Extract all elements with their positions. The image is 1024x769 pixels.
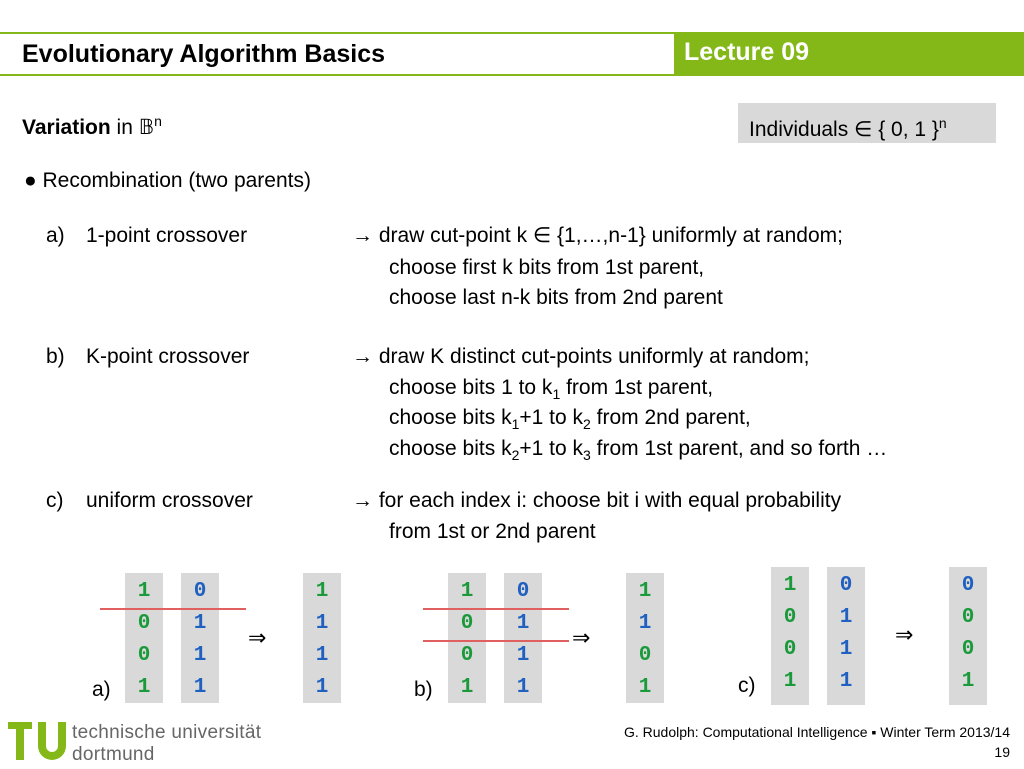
bit-parent2: 1 — [839, 606, 853, 629]
implies-arrow-icon: ⇒ — [895, 622, 914, 647]
bit-child: 1 — [315, 644, 329, 667]
bit-child: 1 — [315, 612, 329, 635]
text: from 1st parent, — [560, 376, 714, 399]
slide-header — [0, 0, 1024, 76]
bit-parent1: 1 — [137, 676, 151, 699]
lecture-badge: Lecture 09 — [674, 32, 1024, 76]
bit-parent2: 1 — [516, 612, 530, 635]
page-number: 19 — [994, 744, 1010, 760]
text: +1 to k — [519, 406, 584, 429]
bit-parent2: 0 — [193, 580, 207, 603]
bit-parent1: 1 — [137, 580, 151, 603]
university-line1: technische universität — [72, 722, 262, 743]
text: choose bits 1 to k — [389, 376, 553, 399]
bit-parent1: 0 — [460, 644, 474, 667]
bit-child: 1 — [638, 676, 652, 699]
cut-point-line — [100, 608, 246, 610]
bit-child: 0 — [961, 606, 975, 629]
sub: 3 — [583, 447, 591, 464]
cut-point-line — [423, 608, 569, 610]
bit-parent2: 1 — [193, 644, 207, 667]
item-c-line1: → for each index i: choose bit i with equal probability — [352, 489, 842, 512]
bullet-recombination: ● Recombination (two parents) — [24, 169, 311, 192]
diagram-label-b: b) — [414, 678, 433, 701]
cut-point-line — [423, 640, 569, 642]
bit-parent1: 0 — [137, 612, 151, 635]
item-c-name: uniform crossover — [86, 489, 253, 512]
item-b-name: K-point crossover — [86, 345, 250, 368]
tu-logo-icon — [8, 716, 70, 769]
item-a-line3: choose last n-k bits from 2nd parent — [389, 286, 723, 309]
sub: 1 — [552, 386, 561, 403]
bit-child: 1 — [638, 580, 652, 603]
item-c-marker: c) — [46, 489, 64, 512]
bit-parent2: 0 — [839, 574, 853, 597]
item-b-line2 — [389, 375, 713, 407]
bit-parent2: 0 — [516, 580, 530, 603]
item-b-line3 — [389, 405, 751, 437]
bit-child: 1 — [315, 676, 329, 699]
sub: 2 — [511, 447, 520, 464]
section-heading — [22, 108, 162, 141]
bit-child: 1 — [315, 580, 329, 603]
bit-parent2: 1 — [193, 676, 207, 699]
bit-parent1: 1 — [460, 580, 474, 603]
university-line2: dortmund — [72, 744, 155, 765]
bit-child: 0 — [638, 644, 652, 667]
heading-bold: Variation — [22, 116, 111, 139]
diagram-label-c: c) — [738, 674, 756, 697]
bit-parent2: 1 — [516, 644, 530, 667]
university-name — [72, 722, 261, 766]
item-a-line1: → draw cut-point k ∈ {1,…,n-1} uniformly at random; — [352, 224, 843, 247]
slide-footer — [624, 722, 1010, 762]
bit-parent1: 1 — [783, 670, 797, 693]
header-bottom-rule — [0, 74, 1024, 76]
bit-parent1: 1 — [460, 676, 474, 699]
item-b-marker: b) — [46, 345, 65, 368]
individuals-text: Individuals ∈ { 0, 1 } — [749, 118, 939, 141]
text: from 2nd parent, — [590, 406, 751, 429]
bit-parent2: 1 — [193, 612, 207, 635]
item-a-name: 1-point crossover — [86, 224, 248, 247]
bit-parent1: 1 — [783, 574, 797, 597]
slide-title: Evolutionary Algorithm Basics — [22, 40, 386, 68]
diagram-label-a: a) — [92, 678, 111, 701]
text: choose bits k — [389, 406, 512, 429]
text: from 1st parent, and so forth … — [590, 437, 888, 460]
bit-child: 1 — [961, 670, 975, 693]
bit-child: 1 — [638, 612, 652, 635]
item-b-line4 — [389, 436, 887, 468]
item-c-line2: from 1st or 2nd parent — [389, 520, 596, 543]
individuals-sup: n — [938, 115, 947, 131]
bit-child: 0 — [961, 574, 975, 597]
bit-parent1: 0 — [783, 638, 797, 661]
bit-parent1: 0 — [460, 612, 474, 635]
bit-parent2: 1 — [839, 638, 853, 661]
implies-arrow-icon: ⇒ — [248, 625, 267, 650]
bit-parent2: 1 — [516, 676, 530, 699]
item-b-line1: → draw K distinct cut-points uniformly at random; — [352, 345, 810, 368]
text: choose bits k — [389, 437, 512, 460]
sub: 2 — [583, 416, 591, 433]
implies-arrow-icon: ⇒ — [572, 625, 591, 650]
text: +1 to k — [519, 437, 584, 460]
item-a-marker: a) — [46, 224, 65, 247]
heading-in: in — [116, 116, 133, 139]
bit-parent1: 0 — [783, 606, 797, 629]
item-a-line2: choose first k bits from 1st parent, — [389, 256, 705, 279]
bit-child: 0 — [961, 638, 975, 661]
sub: 1 — [511, 416, 520, 433]
bit-parent2: 1 — [839, 670, 853, 693]
heading-sup: n — [154, 113, 162, 129]
individuals-box — [738, 103, 996, 143]
footer-credit: G. Rudolph: Computational Intelligence ▪ Winter Term 2013/14 — [623, 724, 1010, 740]
bit-parent1: 0 — [137, 644, 151, 667]
heading-symbol: 𝔹 — [138, 116, 155, 139]
